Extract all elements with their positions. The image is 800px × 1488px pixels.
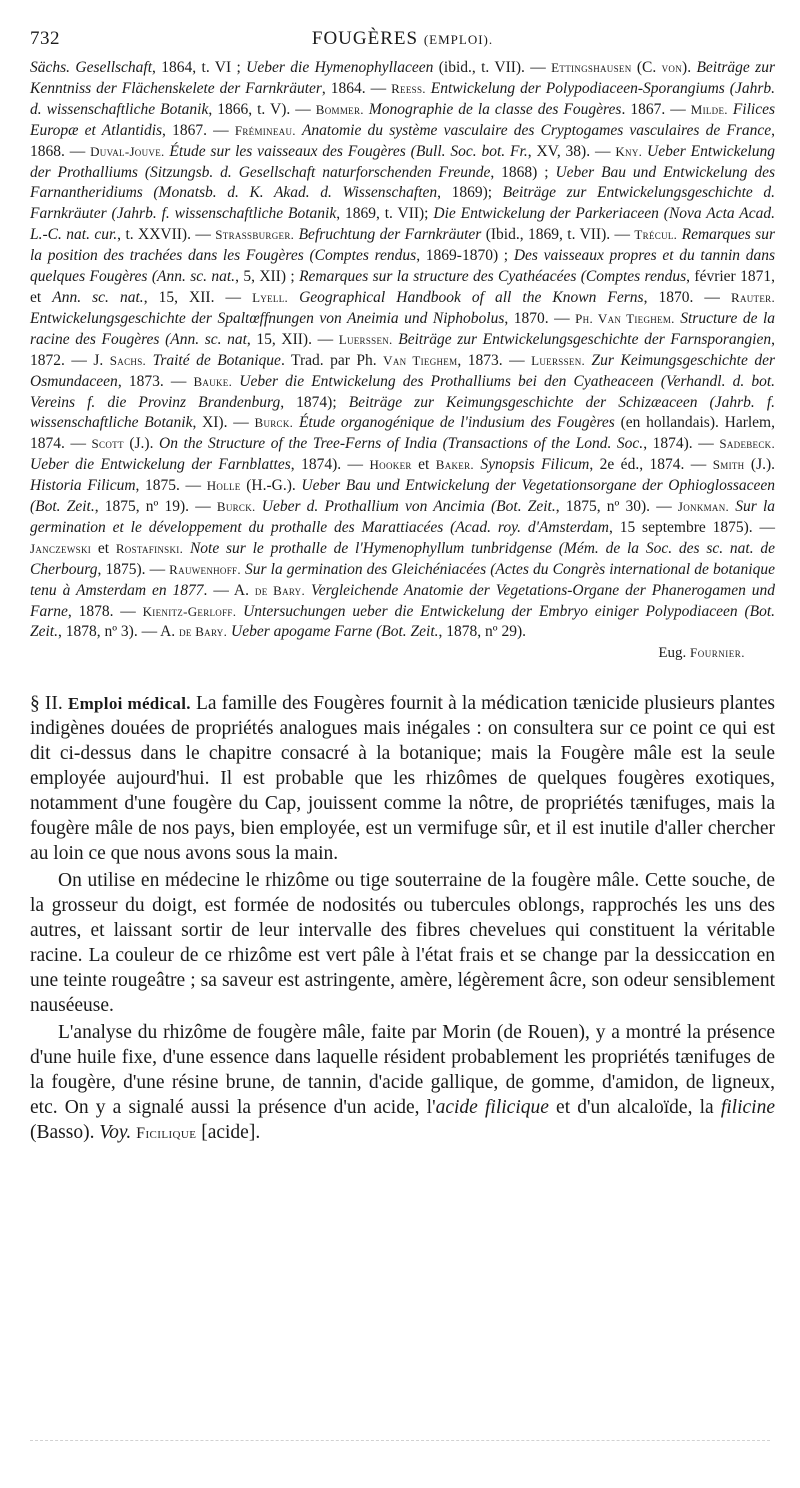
italic-text: Beiträge zur Kenntniss der Flächenskelete der Farnkräuter (30, 59, 775, 97)
italic-text: Voy. (99, 1122, 132, 1144)
small-caps-text: Burck. (216, 499, 256, 515)
italic-text: Befruchtung der Farnkräuter (298, 226, 482, 244)
italic-text: Note sur le prothalle de l'Hymenophyllum tunbridgense (Mém. de la Soc. des sc. nat. de Cherbourg (30, 539, 775, 578)
small-caps-text: Duval-Jouve. (90, 143, 165, 159)
small-caps-text: Holle (206, 478, 241, 494)
small-caps-text: Rauwenhoff. (169, 561, 241, 577)
text-run: , 1878, nº 29). (438, 623, 526, 641)
page-number: 732 (30, 28, 60, 49)
text-run: , 1869, t. VII); (336, 205, 434, 223)
italic-text: acide filicique (435, 1097, 549, 1119)
italic-text: Étude organogénique de l'indusium des Fougères (298, 414, 615, 432)
text-run: , 1875, nº 30). — (555, 498, 678, 516)
italic-text: Ueber apogame Farne (Bot. Zeit. (231, 623, 439, 641)
small-caps-text: Rauter. (730, 289, 776, 305)
document-page (30, 24, 775, 1146)
small-caps-text: Jonkman. (677, 499, 730, 515)
small-caps-text: Hooker (369, 457, 412, 473)
text-run: . — A. (203, 581, 255, 599)
bibliography-block (30, 58, 775, 643)
text-run: , 1872. — J. (30, 330, 775, 369)
small-caps-text: Strassburger. (215, 227, 295, 243)
signature-initial: Eug. (658, 645, 687, 662)
italic-text: Ueber Entwickelung der Prothalliums (Sitzungsb. d. Gesellschaft naturforschenden Freunde (30, 142, 775, 181)
italic-text: Ann. sc. nat. (52, 288, 144, 306)
italic-text: Ueber die Hymenophyllaceen (246, 59, 434, 76)
text-run: , 1869-1870) ; (416, 247, 514, 265)
italic-text: Monographie de la classe des Fougères (368, 100, 622, 118)
small-caps-text: Luerssen. (338, 331, 393, 347)
text-run: , 2e éd., 1874. — (589, 456, 713, 474)
text-run: , 5, XII) ; (235, 268, 300, 286)
italic-text: Sur la germination et le développement du prothalle des Marattiacées (Acad. roy. d'Amsterdam (30, 498, 776, 536)
text-run: . Trad. par Ph. (280, 351, 384, 369)
small-caps-text: Luerssen. (531, 352, 586, 368)
text-run: , 1875. — (135, 477, 207, 495)
small-caps-text: Milde. (690, 101, 728, 117)
text-run: (C. (631, 59, 662, 76)
text-run: , 1870. — (643, 288, 731, 306)
italic-text: Entwickelung der Polypodiaceen-Sporangiums (Jahrb. d. wissenschaftliche Botanik (30, 79, 775, 118)
text-run: . 1867. — (621, 100, 691, 118)
text-run: , 1878. — (67, 602, 143, 620)
italic-text: Filices Europæ et Atlantidis (30, 100, 776, 139)
section-paragraph (30, 1020, 775, 1146)
text-run: (en hollandais). Harlem, 1874. — (30, 414, 775, 453)
italic-text: Beiträge zur Keimungsgeschichte der Schizæaceen (Jahrb. f. wissenschaftliche Botanik (30, 393, 776, 432)
italic-text: On the Structure of the Tree-Ferns of India (Transactions of the Lond. Soc. (159, 435, 644, 453)
small-caps-text: Ficilique (136, 1125, 197, 1143)
small-caps-text: Janczewski (30, 540, 92, 556)
italic-text: Untersuchungen ueber die Entwickelung der Embryo einiger Polypodiaceen (Bot. Zeit. (30, 602, 776, 641)
italic-text: Remarques sur la structure des Cyathéacées (Comptes rendus (299, 268, 687, 286)
small-caps-text: Bommer. (315, 101, 364, 117)
text-run: (H.-G.). (240, 477, 302, 495)
signature-name: Fournier. (690, 645, 745, 661)
small-caps-text: Bauke. (193, 373, 233, 389)
running-head-title: FOUGÈRES (311, 28, 419, 49)
text-run: , 1864. — (321, 79, 392, 97)
section-number: § II. (30, 693, 63, 715)
text-run (288, 289, 299, 306)
italic-text: Beiträge zur Entwickelungsgeschichte der Farnsporangien (398, 330, 772, 348)
text-run: (ibid., t. VII). — (433, 59, 552, 76)
text-run: , 1875). — (97, 560, 170, 578)
section-heading: Emploi médical. (67, 694, 191, 714)
italic-text: Sur la germination des Gleichéniacées (Actes du Congrès international de botanique tenu à Amsterdam en 1877 (30, 560, 775, 599)
paragraph-body (30, 693, 775, 864)
small-caps-text: Fréminea​u. (234, 122, 296, 138)
italic-text: Anatomie du système vasculaire des Cryptogames vasculaires de France (301, 121, 772, 139)
text-run: , 1878, nº 3). — A. (58, 623, 180, 641)
text-run: , XI). — (192, 414, 255, 432)
text-run: , 1873. — (117, 372, 194, 390)
italic-text: Entwickelungsgeschichte der Spaltœffnungen von Aneimia und Niphobolus (30, 309, 505, 327)
text-run: , 1864, t. VI ; (152, 59, 247, 76)
text-run: L'analyse du rhizôme de fougère mâle, faite par Morin (de Rouen), y a montré la présence d'une huile fixe, d'une essence dans laquelle résident probablement les propriétés tænifuges de la fougère, d'une résine brune, de tannin, d'acide gallique, de gomme, d'amidon, de ligneux, etc. On y a signalé aussi la présence d'un acide, l' (30, 1022, 775, 1119)
small-caps-text: Kny. (615, 143, 643, 159)
small-caps-text: de Bary. (179, 624, 228, 640)
section-paragraph (30, 691, 775, 866)
small-caps-text: Lyell. (252, 289, 289, 305)
author-signature (30, 643, 775, 663)
text-run: (J.). (123, 435, 160, 453)
italic-text: Zur Keimungsgeschichte der Osmundaceen (30, 351, 776, 390)
italic-text: Ueber die Entwickelung des Prothalliums bei den Cyatheaceen (Verhandl. d. bot. Vereins f. die Provinz Brandenburg (30, 372, 775, 411)
text-run: et (411, 456, 436, 474)
small-caps-text: Sachs. (109, 352, 147, 368)
text-run: , 1868) ; (490, 163, 556, 181)
text-run: et d'un alcaloïde, la (548, 1097, 721, 1119)
italic-text: Ueber Bau und Entwickelung der Vegetationsorgane der Ophioglossaceen (Bot. Zeit. (30, 477, 776, 516)
italic-text: Sächs. Gesellschaft (30, 59, 153, 76)
small-caps-text: de Bary. (254, 582, 306, 598)
small-caps-text: Kienitz-Gerloff. (142, 603, 237, 619)
text-run (183, 540, 190, 557)
small-caps-text: Smith (712, 457, 745, 473)
text-run: , XV, 38). — (527, 142, 616, 160)
running-head-subtitle: (EMPLOI). (423, 32, 494, 47)
text-run: (Basso). (30, 1122, 100, 1144)
italic-text: Vergleichende Anatomie der Vegetations-Organe der Phanerogamen und Farne (30, 581, 775, 620)
text-run: , t. XXVII). — (117, 226, 216, 244)
text-run: La famille des Fougères fournit à la médication tænicide plusieurs plantes indigènes douées de propriétés analogues mais inégales : on consultera sur ce point ce qui est dit ci-dessus dans le chapitre consacré à la botanique; mais la Fougère mâle est la seule employée aujourd'hui. Il est probable que les rhizômes de quelques fougères exotiques, notamment d'une fougère du Cap, jouissent comme la nôtre, de propriétés tænifuges, mais la fougère mâle de nos pays, bien employée, est un vermifuge sûr, et il est inutile d'aller chercher au loin ce que nous avons sous la main. (30, 693, 775, 865)
small-caps-text: Rostafinski. (115, 540, 184, 556)
italic-text: Die Entwickelung der Parkeriaceen (Nova Acta Acad. L.-C. nat. cur. (30, 205, 775, 244)
text-run: , 1875, nº 19). — (94, 498, 217, 516)
text-run: , 1870. — (504, 309, 576, 327)
small-caps-text: Scott (91, 436, 124, 452)
text-run: (Ibid., 1869, t. VII). — (481, 226, 635, 244)
section-emploi-medical (30, 691, 775, 1146)
italic-text: Structure de la racine des Fougères (Ann. sc. nat (30, 309, 776, 348)
italic-text: Synopsis Filicum (480, 456, 590, 474)
italic-text: Geographical Handbook of all the Known Ferns (299, 288, 644, 306)
small-caps-text: Ettingshausen (551, 60, 632, 75)
text-run: (J.). (744, 456, 776, 474)
text-run: , 1868. — (30, 121, 776, 160)
small-caps-text: von (661, 60, 683, 75)
text-run: , 15, XII). — (246, 330, 339, 348)
small-caps-text: Van Tieghem (383, 352, 458, 368)
italic-text: Étude sur les vaisseaux des Fougères (Bull. Soc. bot. Fr. (169, 142, 528, 160)
text-run: , 1869); (437, 184, 503, 202)
text-run: , 1874); (280, 393, 349, 411)
bleed-through-line (30, 1440, 770, 1441)
text-run: , 1873. — (457, 351, 532, 369)
small-caps-text: Baker. (435, 457, 474, 473)
small-caps-text: Burck. (254, 415, 294, 431)
text-run: , 1874). — (290, 456, 370, 474)
text-run: , 15 septembre 1875). — (608, 518, 776, 536)
italic-text: Remarques sur la position des trachées dans les Fougères (Comptes rendus (30, 226, 775, 265)
italic-text: filicine (720, 1097, 775, 1119)
section-paragraph (30, 868, 775, 1018)
small-caps-text: Sadebeck. (719, 436, 775, 452)
page-header (30, 24, 775, 54)
text-run: , 15, XII. — (143, 288, 253, 306)
italic-text: Traité de Botanique (152, 351, 281, 369)
italic-text: Ueber d. Prothallium von Ancimia (Bot. Zeit. (261, 498, 556, 516)
italic-text: Ueber Bau und Entwickelung des Farnantheridiums (Monatsb. d. K. Akad. d. Wissenschaften (30, 163, 775, 202)
text-run: et (91, 539, 116, 557)
text-run: On utilise en médecine le rhizôme ou tige souterraine de la fougère mâle. Cette souche, de la grosseur du doigt, est formée de nodosités ou tubercules oblongs, rapprochés les uns des autres, et laissant sortir de leur intervalle des fibres chevelues qui constituent la véritable racine. La couleur de ce rhizôme est vert pâle à l'état frais et se change par la dessiccation en une teinte rougeâtre ; sa saveur est astringente, amère, légèrement âcre, son odeur sensiblement nauséeuse. (30, 870, 775, 1017)
text-run: ). (682, 59, 697, 76)
text-run: , février 1871, et (30, 268, 775, 306)
italic-text: Ueber die Entwickelung der Farnblattes (30, 456, 291, 474)
running-head (30, 28, 775, 50)
small-caps-text: Trécul. (634, 227, 678, 243)
text-run: , 1874). — (643, 435, 720, 453)
italic-text: Beiträge zur Entwickelungsgeschichte d. Farnkräuter (Jahrb. f. wissenschaftliche Botanik (30, 184, 775, 223)
small-caps-text: Ph. Van Tieghem. (575, 310, 675, 326)
italic-text: Historia Filicum (30, 477, 136, 495)
text-run: , 1866, t. V). — (208, 100, 316, 118)
text-run: , 1867. — (162, 121, 235, 139)
small-caps-text: Reess. (391, 80, 426, 96)
text-run: [acide]. (196, 1122, 261, 1144)
italic-text: Des vaisseaux propres et du tannin dans quelques Fougères (Ann. sc. nat. (30, 247, 775, 286)
